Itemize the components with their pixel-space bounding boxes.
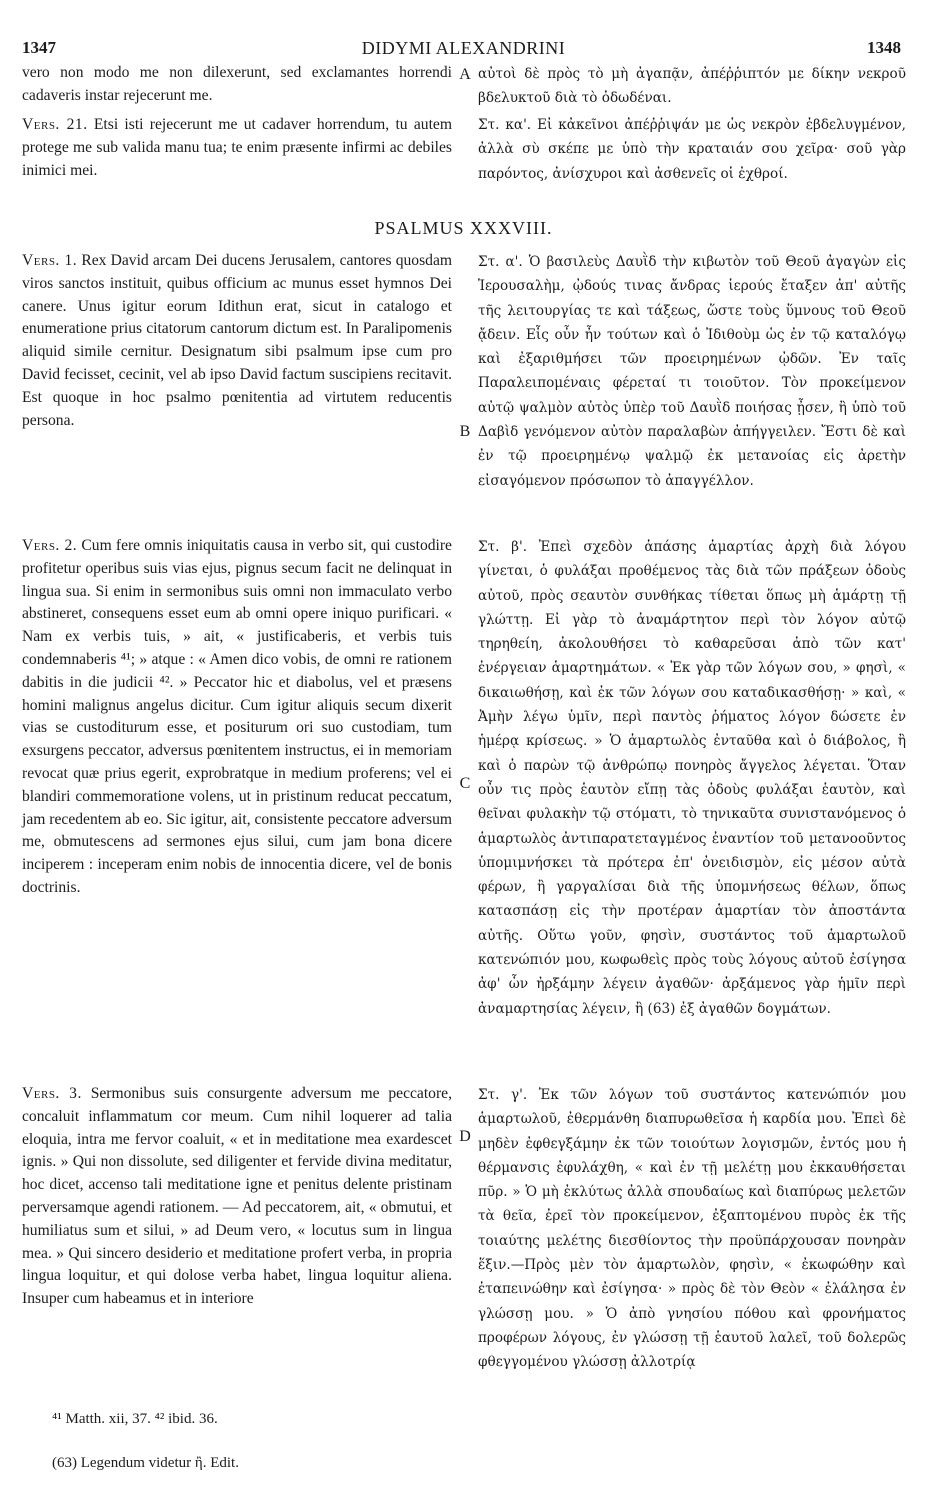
latin-paragraph-vers-1	[22, 250, 452, 432]
verse-label: Vers. 21.	[22, 116, 88, 133]
greek-paragraph-st-1: Στ. α'. Ὁ βασιλεὺς Δαυῒδ τὴν κιβωτὸν τοῦ Θεοῦ ἀγαγὼν εἰς Ἱερουσαλὴμ, ᾠδούς τινας ἄνδρας ἱερούς ἔταξεν ἀπ' αὐτῆς τῆς λειτουργίας τε καὶ τάξεως, ὥστε τοὺς ὕμνους τοῦ Θεοῦ ᾄδειν. Εἷς οὖν ἦν τούτων καὶ ὁ Ἰδιθοὺμ ὡς ἐν τῷ καταλόγῳ καὶ ἐξαριθμήσει τῶν προειρημένων ᾠδῶν. Ἐν ταῖς Παραλειπομέναις φέρεταί τι τοιοῦτον. Τὸν προκείμενον αὐτῷ ψαλμὸν αὐτὸς ὑπὲρ τοῦ Δαυῒδ ποιήσας ᾖσεν, ἢ ὑπὸ τοῦ Δαβὶδ γενόμενον αὐτὸν παραλαβὼν ἀπήγγειλεν. Ἔστι δὲ καὶ ἐν τῷ προειρημένῳ ψαλμῷ ἐκ μετανοίας εἰς ἀρετὴν εἰσαγόμενον πρόσωπον τὸ ἀπαγγέλλον.	[478, 254, 906, 489]
psalm-title: PSALMUS XXXVIII.	[374, 218, 553, 238]
greek-paragraph-st-2: Στ. β'. Ἐπεὶ σχεδὸν ἁπάσης ἁμαρτίας ἀρχὴ διὰ λόγου γίνεται, ὁ φυλάξαι προθέμενος τὰς διὰ τῶν πράξεων ὁδοὺς αὐτοῦ, πρὸς σεαυτὸν συνθήκας τίθεται ὅπως μὴ ἁμάρτῃ τῇ γλώττῃ. Εἰ γὰρ τὸ ἀναμάρτητον περὶ τὸν λόγον αὐτῷ τηρηθείη, ἀκολουθήσει τὸ καθαρεῦσαι ἀπὸ τῶν κατ' ἐνέργειαν ἁμαρτημάτων. « Ἐκ γὰρ τῶν λόγων σου, » φησὶ, « δικαιωθήσῃ, καὶ ἐκ τῶν λόγων σου καταδικασθήσῃ· » καὶ, « Ἀμὴν λέγω ὑμῖν, περὶ παντὸς ῥήματος λόγον δώσετε ἐν ἡμέρᾳ κρίσεως. » Ὁ ἁμαρτωλὸς ἐνταῦθα καὶ ὁ διάβολος, ἢ καὶ ὁ παρὼν τῷ ἀνθρώπῳ πονηρὸς ἄγγελος λέγεται. Ὅταν οὖν τις πρὸς ἑαυτὸν εἴπῃ τὰς ὁδοὺς φυλάξαι ἑαυτὸν, καὶ θεῖναι φυλακὴν τῷ στόματι, τὸ τηνικαῦτα συνιστανόμενος ὁ ἁμαρτωλὸς ἀντιπαρατεταγμένος ἐναντίον τοῦ μετανοοῦντος ὑπομιμνήσκει τὰ πρότερα ἐπ' ὀνειδισμὸν, εἰς μέσον αὐτὰ φέρων, ἢ γαργαλίσαι διὰ τῆς ὑπομνήσεως θέλων, ὅπως κατασπάσῃ εἰς τὴν προτέραν ἁμαρτίαν τὸν ἀποστάντα αὐτῆς. Οὕτω γοῦν, φησὶν, συστάντος τοῦ ἁμαρτωλοῦ κατενώπιόν μου, κωφωθεὶς πρὸς τοὺς λόγους αὐτοῦ ἐσίγησα ἀφ' ὧν ἠρξάμην λέγειν ἀγαθῶν· ἀρξάμενος γὰρ ἡμῖν περὶ ἀναμαρτησίας λέγειν, ἢ (63) ἐξ ἀγαθῶν δογμάτων.	[478, 539, 906, 1017]
latin-paragraph-0: vero non modo me non dilexerunt, sed exclamantes horrendi cadaveris instar rejecerunt me.	[22, 64, 452, 104]
latin-paragraph-vers-3	[22, 1083, 452, 1311]
page-number-left: 1347	[22, 38, 56, 57]
margin-marker-c: C	[459, 775, 471, 792]
verse-label: Vers. 2.	[22, 537, 78, 554]
latin-paragraph-vers-21	[22, 114, 452, 182]
verse-text: Sermonibus suis consurgente adversum me peccatore, concaluit inflammatum cor meum. Cum nihil loquerer ad talia eloquia, intra me fervor coaluit, « et in meditatione mea exardescet ignis. » Qui non dissolute, sed diligenter et fervide divina meditatur, hoc dicet, accenso tali meditatione igne et penitus delente pristinam perversamque agendi rationem. — Ad peccatorem, ait, « obmutui, et humiliatus sum et silui, » ad Deum vero, « locutus sum in lingua mea. » Qui sincero desiderio et meditatione profert verba, in propria lingua loquitur, et qui dolose verba habet, lingua loquitur aliena. Insuper cum habeamus et in interiore	[22, 1085, 452, 1308]
running-head: DIDYMI ALEXANDRINI	[361, 38, 566, 58]
latin-paragraph-vers-2	[22, 535, 452, 900]
greek-paragraph-st-3: Στ. γ'. Ἐκ τῶν λόγων τοῦ συστάντος κατενώπιόν μου ἁμαρτωλοῦ, ἐθερμάνθη διαπυρωθεῖσα ἡ καρδία μου. Ἐπεὶ δὲ μηδὲν ἐφθεγξάμην ἐκ τῶν τοιούτων λογισμῶν, ἐντός μου ἡ θέρμανσις ἐφυλάχθη, « καὶ ἐν τῇ μελέτῃ μου ἐκκαυθήσεται πῦρ. » Ὁ μὴ ἐκλύτως ἀλλὰ σπουδαίως καὶ διαπύρως μελετῶν τὰ θεῖα, ἐρεῖ τὸν προκείμενον, ἐξαπτομένου πυρὸς ἐκ τῆς τοιαύτης μελέτης διεσθίοντος τὴν προϋπάρχουσαν πονηρὰν ἕξιν.—Πρὸς μὲν τὸν ἁμαρτωλὸν, φησὶν, « ἐκωφώθην καὶ ἐταπεινώθην καὶ ἐσίγησα· » πρὸς δὲ τὸν Θεὸν « ἐλάλησα ἐν γλώσσῃ μου. » Ὁ ἀπὸ γνησίου πόθου καὶ φρονήματος προφέρων λόγους, ἐν γλώσσῃ τῇ ἑαυτοῦ λαλεῖ, τοῦ δολερῶς φθεγγομένου γλώσσῃ ἀλλοτρίᾳ	[478, 1087, 906, 1371]
footnote-references: ⁴¹ Matth. xii, 37. ⁴² ibid. 36.	[52, 1411, 218, 1427]
page-header	[0, 10, 927, 58]
verse-label: Vers. 3.	[22, 1085, 82, 1102]
margin-marker-d: D	[459, 1128, 471, 1145]
verse-text: Etsi isti rejecerunt me ut cadaver horrendum, tu autem protege me sub valida manu tua; te enim præsente infirmi ac debiles inimici mei.	[22, 116, 452, 179]
verse-text: Cum fere omnis iniquitatis causa in verbo sit, qui custodire profitetur operibus suis vias ejus, pignus secum facit ne delinquat in lingua sua. Si enim in sermonibus suis omni non immaculato verbo abstineret, consequens esset eum ab omni opere iniquo purificari. « Nam ex verbis tuis, » ait, « justificaberis, et verbis tuis condemnaberis ⁴¹; » atque : « Amen dico vobis, de omni re rationem dabitis in die judicii ⁴². » Peccator hic et diabolus, vel et præsens homini malignus angelus dicitur. Cum igitur aliquis secum dixerit vias se custoditurum esse, et positurum ori suo custodiam, tum exsurgens peccator, adversus pœnitentem instructus, ei in memoriam revocat quæ prius egerit, exprobratque in medium proferens; vel ei blandiri commemoratione volens, ut in pristinum reducat peccatum, jam recedentem ab eo. Sic igitur, ait, consistente peccatore adversum me, obmutescens ad sermones ejus silui, cum jam bona dicere inciperem : inceperam enim nobis de innocentia dicere, vel de bonis doctrinis.	[22, 537, 452, 896]
margin-marker-a: A	[459, 66, 471, 83]
margin-marker-b: B	[459, 423, 471, 440]
verse-text: Rex David arcam Dei ducens Jerusalem, cantores quosdam viros sanctos instituit, quibus officium ac munus esset hymnos Dei canere. Unus igitur eorum Idithun erat, sicut in catalogo et enumeratione prius citatorum cantorum dictum est. In Paralipomenis aliquid simile cernitur. Designatum sibi psalmum ipse cum pro David fecisset, cecinit, vel ab ipso David factum suscipiens recitavit. Est quoque in hoc psalmo pœnitentia ad virtutem reducentis persona.	[22, 252, 452, 429]
page-number-right: 1348	[867, 38, 901, 57]
greek-paragraph-0: αὐτοὶ δὲ πρὸς τὸ μὴ ἀγαπᾷν, ἀπέῤῥιπτόν με δίκην νεκροῦ βδελυκτοῦ διὰ τὸ ὀδωδέναι.	[478, 66, 906, 107]
greek-paragraph-st-21: Στ. κα'. Εἰ κἀκεῖνοι ἀπέῤῥιψάν με ὡς νεκρὸν ἐβδελυγμένον, ἀλλὰ σὺ σκέπε με ὑπὸ τὴν κραταιάν σου χεῖρα· σοῦ γὰρ παρόντος, ἀνίσχυροι καὶ ἀσθενεῖς οἱ ἐχθροί.	[478, 117, 906, 182]
verse-label: Vers. 1.	[22, 252, 78, 269]
footnote-editorial: (63) Legendum videtur ἢ. Edit.	[52, 1455, 239, 1471]
